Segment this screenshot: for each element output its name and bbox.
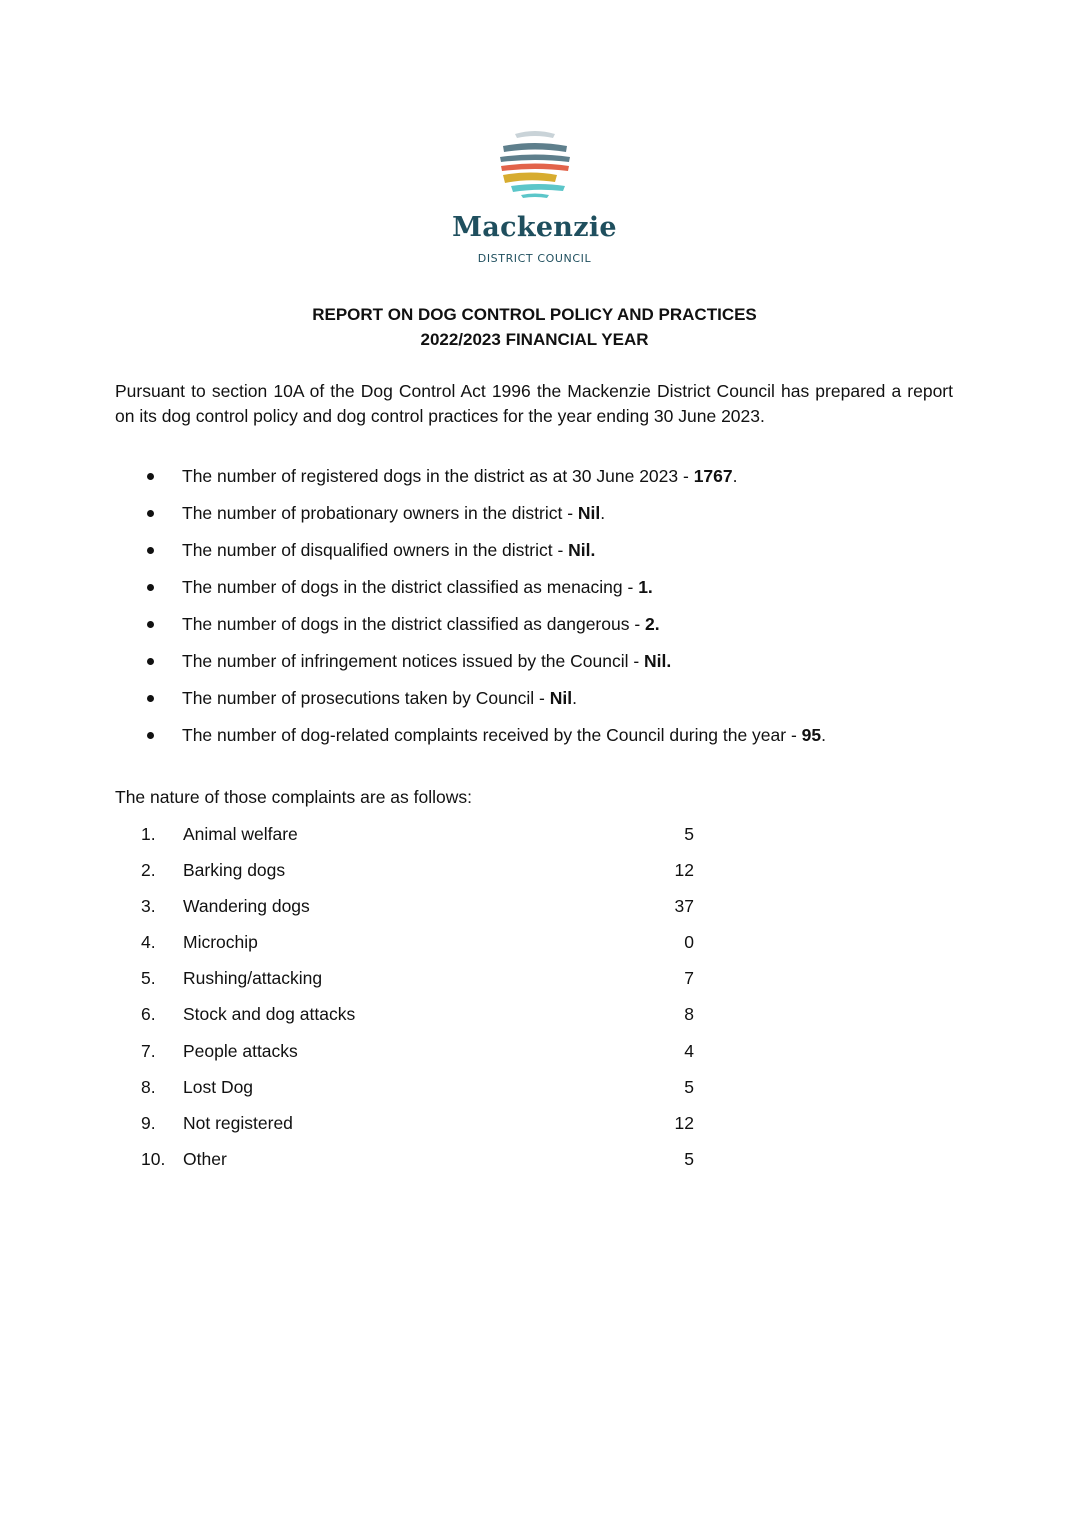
statistic-suffix: .	[572, 688, 577, 708]
complaint-count: 12	[674, 1112, 694, 1133]
complaint-row	[0, 1077, 1069, 1113]
statistic-value: Nil	[549, 688, 573, 708]
complaint-type: Animal welfare	[183, 824, 298, 844]
statistic-value: 2.	[645, 614, 660, 634]
statistic-item	[0, 614, 1069, 651]
complaint-count: 0	[684, 932, 694, 953]
bullet-icon	[147, 658, 154, 665]
statistic-label: The number of prosecutions taken by Council -	[182, 688, 550, 708]
complaints-intro: The nature of those complaints are as follows:	[115, 787, 472, 807]
complaint-row	[0, 1149, 1069, 1185]
complaint-number: 3.	[141, 896, 156, 917]
complaint-number: 2.	[141, 860, 156, 881]
statistic-item	[0, 466, 1069, 503]
statistic-suffix: .	[821, 725, 826, 745]
complaint-number: 10.	[141, 1148, 166, 1169]
complaint-count: 37	[674, 896, 694, 917]
bullet-icon	[147, 584, 154, 591]
complaint-row	[0, 932, 1069, 968]
council-logo-mark-icon	[497, 126, 573, 202]
complaint-count: 12	[674, 860, 694, 881]
statistic-label: The number of dogs in the district classified as menacing -	[182, 577, 639, 597]
statistic-suffix: .	[732, 466, 738, 486]
complaint-type: Wandering dogs	[183, 896, 310, 917]
statistic-item	[0, 688, 1069, 725]
complaint-row	[0, 968, 1069, 1004]
complaint-type: Lost Dog	[183, 1076, 254, 1097]
complaint-row	[0, 896, 1069, 932]
complaint-number: 9.	[141, 1112, 156, 1133]
statistic-item	[0, 540, 1069, 577]
intro-paragraph: Pursuant to section 10A of the Dog Control Act 1996 the Mackenzie District Council has prepared a report on its dog control policy and dog control practices for the year ending 30 June 2023.	[115, 381, 953, 426]
report-title: REPORT ON DOG CONTROL POLICY AND PRACTICES	[312, 305, 757, 324]
statistic-label: The number of dogs in the district classified as dangerous -	[182, 614, 646, 634]
complaint-count: 5	[684, 1076, 694, 1097]
complaint-type: Barking dogs	[183, 860, 286, 881]
statistic-label: The number of disqualified owners in the district -	[182, 540, 569, 560]
council-logo	[0, 126, 1069, 265]
council-logo-subtitle: DISTRICT COUNCIL	[477, 252, 592, 265]
complaint-type: Rushing/attacking	[183, 968, 323, 989]
complaint-type: People attacks	[183, 1040, 298, 1061]
complaint-count: 4	[684, 1040, 694, 1061]
statistic-label: The number of dog-related complaints received by the Council during the year -	[182, 725, 802, 745]
statistic-label: The number of probationary owners in the district -	[182, 503, 578, 523]
complaint-row	[0, 824, 1069, 860]
statistic-item	[0, 503, 1069, 540]
statistic-suffix: .	[600, 503, 606, 523]
complaint-type: Microchip	[183, 932, 258, 953]
complaint-count: 8	[684, 1004, 694, 1025]
bullet-icon	[147, 510, 154, 517]
complaint-row	[0, 860, 1069, 896]
complaint-type: Other	[183, 1148, 227, 1169]
complaint-type: Not registered	[183, 1112, 293, 1133]
bullet-icon	[147, 547, 154, 554]
complaint-number: 1.	[141, 824, 156, 844]
complaint-count: 5	[684, 1148, 694, 1169]
statistic-value: 1.	[638, 577, 653, 597]
statistic-value: 95	[801, 725, 822, 745]
council-logo-name: Mackenzie	[452, 212, 617, 243]
complaint-number: 5.	[141, 968, 156, 989]
statistic-value: 1767	[693, 466, 733, 486]
complaint-number: 7.	[141, 1040, 156, 1061]
complaints-list	[0, 824, 1069, 1185]
bullet-icon	[147, 695, 154, 702]
bullet-icon	[147, 621, 154, 628]
statistic-value: Nil.	[568, 540, 596, 560]
statistic-label: The number of registered dogs in the district as at 30 June 2023 -	[182, 466, 694, 486]
complaint-number: 6.	[141, 1004, 156, 1025]
report-subtitle: 2022/2023 FINANCIAL YEAR	[420, 330, 649, 349]
complaint-count: 5	[684, 824, 694, 844]
complaint-count: 7	[684, 968, 694, 989]
statistic-item	[0, 577, 1069, 614]
statistic-item	[0, 725, 1069, 762]
complaint-number: 8.	[141, 1076, 156, 1097]
complaint-row	[0, 1113, 1069, 1149]
complaint-row	[0, 1004, 1069, 1040]
complaint-number: 4.	[141, 932, 156, 953]
statistic-value: Nil	[577, 503, 601, 523]
statistic-value: Nil.	[644, 651, 672, 671]
bullet-icon	[147, 473, 154, 480]
statistics-list	[0, 466, 1069, 762]
statistic-item	[0, 651, 1069, 688]
bullet-icon	[147, 732, 154, 739]
statistic-label: The number of infringement notices issued by the Council -	[182, 651, 645, 671]
complaint-row	[0, 1041, 1069, 1077]
complaint-type: Stock and dog attacks	[183, 1004, 356, 1025]
